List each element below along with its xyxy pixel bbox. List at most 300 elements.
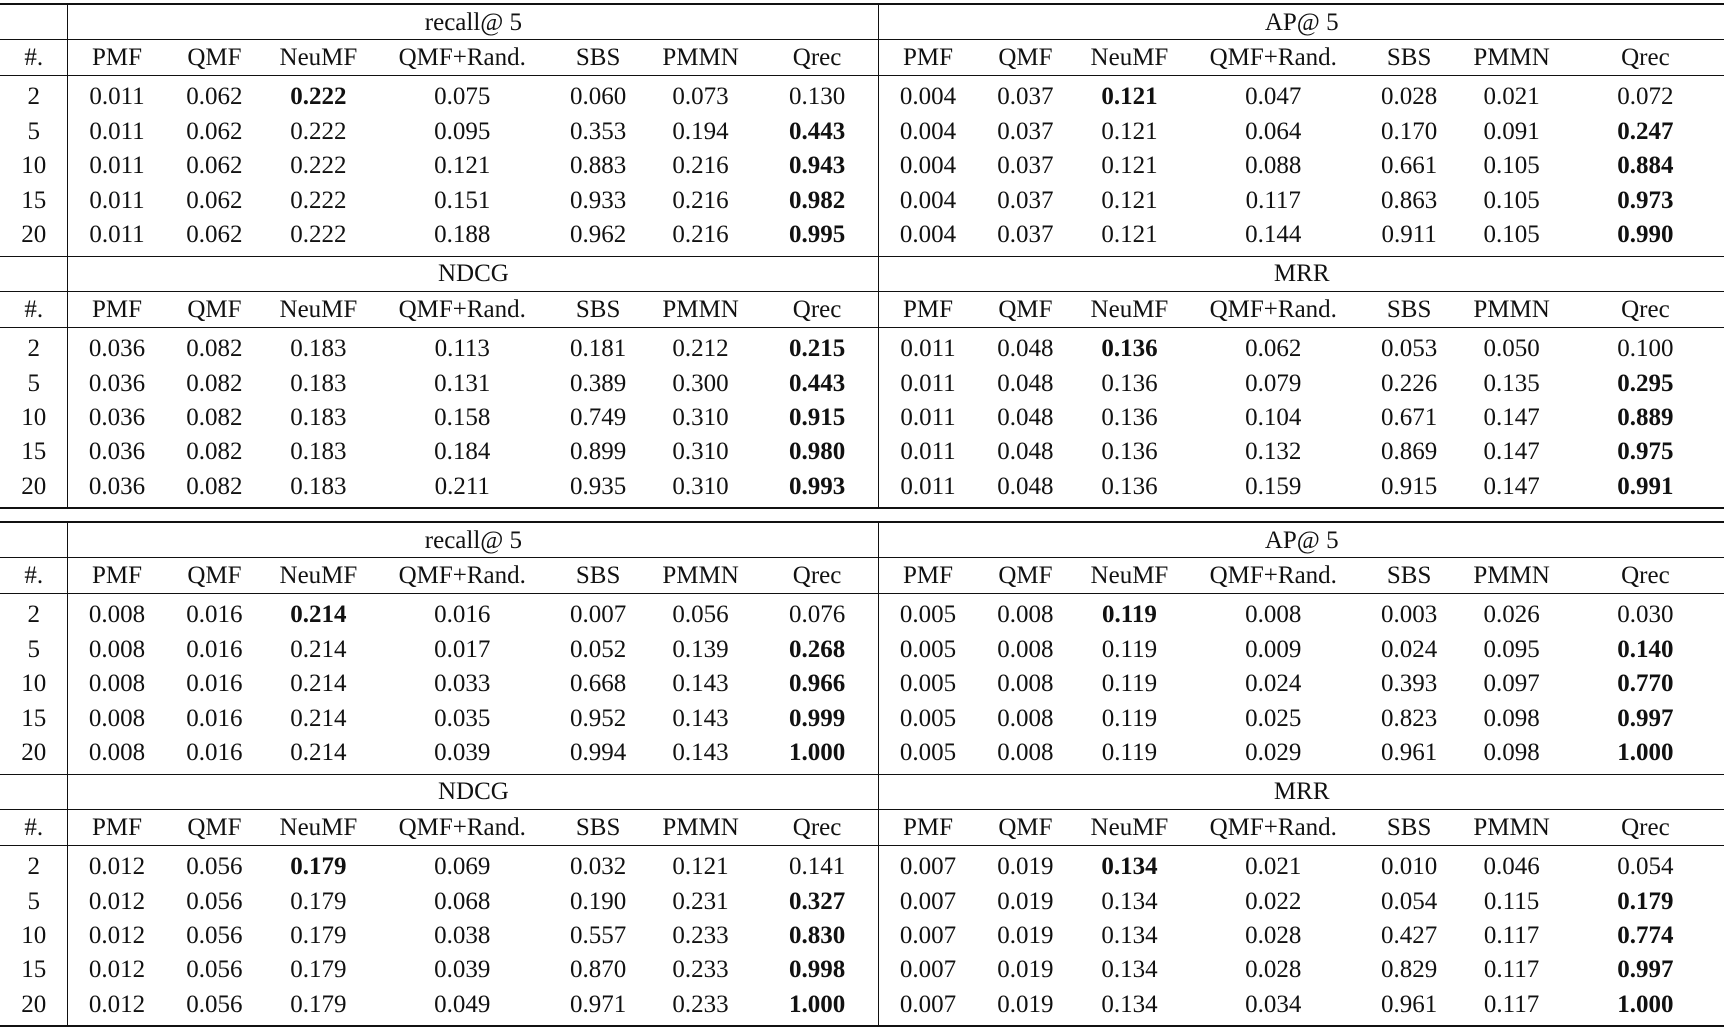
- column-header: Qrec: [1567, 40, 1724, 75]
- table-cell: 0.082: [186, 438, 243, 466]
- table-cell: 0.046: [1483, 853, 1540, 881]
- table-cell: 0.134: [1101, 956, 1158, 984]
- table-cell: 0.998: [756, 953, 879, 987]
- column-header: PMF: [68, 292, 166, 327]
- table-cell: 0.935: [551, 469, 645, 508]
- column-header: PMMN: [645, 292, 755, 327]
- table-row: [0, 114, 1724, 148]
- table-cell: 0.829: [1381, 956, 1438, 984]
- table-cell: 0.214: [290, 739, 347, 767]
- table-cell: 0.188: [434, 221, 491, 249]
- table-cell: 0.011: [89, 152, 145, 180]
- column-header-row: [0, 558, 1724, 593]
- table-cell: 0.952: [570, 704, 627, 732]
- table-cell: 0.353: [570, 117, 627, 145]
- metric-group-label: AP@ 5: [879, 4, 1724, 40]
- table-cell: 0.222: [290, 221, 347, 249]
- table-cell: 0.216: [672, 221, 729, 249]
- table-cell: 0.012: [88, 921, 146, 949]
- table-cell: 0.073: [672, 83, 729, 111]
- table-cell: 0.214: [290, 601, 347, 629]
- column-header: QMF: [977, 292, 1075, 327]
- table-cell: 0.443: [756, 366, 879, 400]
- table-cell: 0.076: [756, 593, 879, 632]
- table-cell: 0.056: [186, 887, 243, 915]
- column-header: PMMN: [645, 810, 755, 845]
- table-cell: 0.233: [672, 956, 729, 984]
- row-label-k: 5: [0, 632, 68, 666]
- table-cell: 0.179: [290, 956, 347, 984]
- table-cell: 0.011: [900, 438, 956, 466]
- table-cell: 0.222: [290, 117, 347, 145]
- table-cell: 0.427: [1381, 921, 1438, 949]
- table-cell: 0.671: [1381, 403, 1438, 431]
- table-row: [0, 366, 1724, 400]
- table-cell: 0.016: [434, 601, 491, 629]
- metric-group-label: MRR: [879, 256, 1724, 291]
- table-cell: 0.214: [290, 670, 347, 698]
- table-cell: 0.011: [900, 403, 956, 431]
- metric-group-label: NDCG: [68, 774, 879, 809]
- table-cell: 0.007: [899, 921, 957, 949]
- table-cell: 0.012: [68, 987, 166, 1026]
- table-cell: 0.032: [570, 853, 627, 881]
- table-cell: 0.008: [997, 635, 1054, 663]
- table-cell: 0.997: [1617, 956, 1674, 984]
- table-cell: 0.068: [434, 887, 491, 915]
- column-header: QMF+Rand.: [374, 292, 551, 327]
- column-header: Qrec: [756, 810, 879, 845]
- table-cell: 0.869: [1381, 438, 1438, 466]
- table-cell: 0.136: [1101, 403, 1158, 431]
- table-cell: 0.052: [570, 635, 627, 663]
- row-label-k: 10: [0, 400, 68, 434]
- table-row: [0, 327, 1724, 366]
- table-cell: 0.008: [997, 704, 1054, 732]
- table-cell: 0.117: [1456, 987, 1566, 1026]
- table-cell: 0.214: [290, 704, 347, 732]
- table-cell: 0.830: [756, 918, 879, 952]
- table-cell: 0.037: [997, 186, 1054, 214]
- table-cell: 0.147: [1483, 403, 1540, 431]
- column-header: QMF+Rand.: [374, 810, 551, 845]
- table-cell: 0.143: [672, 670, 729, 698]
- column-header: Qrec: [756, 40, 879, 75]
- table-cell: 0.170: [1381, 117, 1438, 145]
- column-header: QMF: [166, 558, 264, 593]
- table-cell: 0.770: [1617, 670, 1674, 698]
- table-cell: 0.019: [997, 887, 1054, 915]
- table-cell: 0.179: [263, 987, 373, 1026]
- table-cell: 0.119: [1102, 601, 1157, 629]
- table-cell: 0.194: [672, 117, 729, 145]
- table-cell: 0.883: [570, 152, 627, 180]
- table-cell: 0.190: [570, 887, 627, 915]
- table-cell: 0.179: [290, 853, 347, 881]
- column-header: QMF: [166, 810, 264, 845]
- table-cell: 0.026: [1483, 601, 1540, 629]
- table-cell: 0.105: [1483, 186, 1540, 214]
- table-cell: 0.995: [756, 217, 879, 256]
- table-cell: 0.132: [1245, 438, 1302, 466]
- table-cell: 0.117: [1483, 921, 1540, 949]
- column-header: SBS: [1362, 558, 1456, 593]
- column-header: Qrec: [756, 292, 879, 327]
- table-cell: 0.039: [434, 739, 491, 767]
- table-cell: 0.056: [186, 956, 243, 984]
- column-header: PMMN: [645, 40, 755, 75]
- column-header: PMMN: [1456, 40, 1566, 75]
- column-header-row: [0, 292, 1724, 327]
- table-cell: 0.025: [1245, 704, 1302, 732]
- table-cell: 0.183: [290, 438, 347, 466]
- table-cell: 0.037: [997, 117, 1054, 145]
- table-cell: 0.007: [899, 887, 957, 915]
- column-header-row: [0, 810, 1724, 845]
- table-cell: 0.062: [186, 152, 243, 180]
- corner-cell: [0, 774, 68, 809]
- table-cell: 0.870: [570, 956, 627, 984]
- table-cell: 0.134: [1101, 887, 1158, 915]
- row-label-k: 2: [0, 845, 68, 884]
- table-cell: 0.011: [89, 221, 145, 249]
- table-cell: 0.389: [570, 369, 627, 397]
- table-cell: 0.990: [1617, 221, 1674, 249]
- table-cell: 0.121: [1101, 221, 1158, 249]
- table-cell: 0.136: [1101, 369, 1158, 397]
- column-header: QMF: [977, 558, 1075, 593]
- table-cell: 0.069: [434, 853, 491, 881]
- column-header: #.: [0, 558, 68, 593]
- table-cell: 0.064: [1245, 117, 1302, 145]
- column-header: #.: [0, 40, 68, 75]
- table-cell: 0.062: [186, 186, 243, 214]
- table-cell: 0.035: [434, 704, 491, 732]
- table-cell: 0.009: [1245, 635, 1302, 663]
- table-cell: 0.961: [1362, 987, 1456, 1026]
- column-header: PMMN: [1456, 558, 1566, 593]
- table-cell: 0.004: [899, 117, 957, 145]
- table-cell: 0.136: [1101, 335, 1158, 363]
- table-cell: 0.056: [186, 921, 243, 949]
- table-cell: 0.008: [88, 601, 146, 629]
- metric-group-label: recall@ 5: [68, 4, 879, 40]
- table-cell: 0.004: [899, 152, 957, 180]
- column-header: NeuMF: [263, 292, 373, 327]
- table-cell: 0.961: [1381, 739, 1438, 767]
- table-cell: 0.003: [1381, 601, 1438, 629]
- table-cell: 0.971: [551, 987, 645, 1026]
- table-cell: 0.749: [570, 403, 627, 431]
- table-cell: 0.021: [1245, 853, 1302, 881]
- table-cell: 0.007: [899, 853, 957, 881]
- table-cell: 0.226: [1381, 369, 1438, 397]
- table-cell: 0.327: [756, 884, 879, 918]
- table-row: [0, 845, 1724, 884]
- row-label-k: 20: [0, 735, 68, 774]
- table-cell: 0.011: [89, 117, 145, 145]
- table-cell: 0.056: [166, 987, 264, 1026]
- results-table-2: [0, 521, 1724, 1027]
- table-cell: 0.991: [1567, 469, 1724, 508]
- table-cell: 0.943: [756, 149, 879, 183]
- column-header: #.: [0, 292, 68, 327]
- table-cell: 0.008: [88, 635, 146, 663]
- table-cell: 0.216: [672, 186, 729, 214]
- column-header: NeuMF: [1074, 810, 1184, 845]
- table-cell: 0.030: [1617, 601, 1674, 629]
- table-cell: 0.863: [1381, 186, 1438, 214]
- column-header: SBS: [1362, 40, 1456, 75]
- table-cell: 0.134: [1101, 853, 1158, 881]
- table-cell: 0.007: [879, 987, 977, 1026]
- table-cell: 0.143: [672, 704, 729, 732]
- table-row: [0, 217, 1724, 256]
- table-cell: 0.233: [645, 987, 755, 1026]
- table-cell: 0.179: [1617, 887, 1674, 915]
- row-label-k: 15: [0, 953, 68, 987]
- column-header: QMF+Rand.: [1185, 292, 1362, 327]
- table-row: [0, 667, 1724, 701]
- table-cell: 0.231: [672, 887, 729, 915]
- table-cell: 0.247: [1617, 117, 1674, 145]
- table-cell: 0.915: [756, 400, 879, 434]
- table-cell: 0.119: [1101, 704, 1158, 732]
- table-cell: 0.141: [756, 845, 879, 884]
- table-cell: 0.121: [1101, 186, 1158, 214]
- corner-cell: [0, 256, 68, 291]
- table-row: [0, 400, 1724, 434]
- column-header: NeuMF: [1074, 292, 1184, 327]
- metric-group-label: MRR: [879, 774, 1724, 809]
- table-cell: 0.008: [88, 670, 146, 698]
- column-header: #.: [0, 810, 68, 845]
- table-cell: 0.082: [186, 335, 243, 363]
- table-cell: 0.147: [1483, 438, 1540, 466]
- column-header: NeuMF: [1074, 40, 1184, 75]
- table-cell: 0.008: [88, 704, 146, 732]
- table-cell: 0.050: [1483, 335, 1540, 363]
- table-cell: 0.075: [434, 83, 491, 111]
- table-cell: 0.008: [1245, 601, 1302, 629]
- metric-header-row: [0, 4, 1724, 40]
- table-cell: 0.121: [672, 853, 729, 881]
- row-label-k: 2: [0, 593, 68, 632]
- table-cell: 0.100: [1617, 335, 1674, 363]
- table-cell: 0.139: [672, 635, 729, 663]
- table-cell: 0.899: [570, 438, 627, 466]
- table-cell: 0.143: [672, 739, 729, 767]
- table-cell: 0.062: [1245, 335, 1302, 363]
- table-row: [0, 75, 1724, 114]
- column-header: Qrec: [756, 558, 879, 593]
- column-header-row: [0, 40, 1724, 75]
- table-cell: 0.966: [756, 667, 879, 701]
- table-cell: 0.668: [570, 670, 627, 698]
- table-cell: 0.019: [997, 853, 1054, 881]
- column-header: NeuMF: [263, 40, 373, 75]
- table-cell: 0.980: [756, 435, 879, 469]
- table-cell: 0.222: [290, 152, 347, 180]
- row-label-k: 10: [0, 918, 68, 952]
- table-cell: 0.915: [1362, 469, 1456, 508]
- column-header: Qrec: [1567, 292, 1724, 327]
- table-cell: 0.054: [1617, 853, 1674, 881]
- table-cell: 0.011: [900, 369, 956, 397]
- table-cell: 0.136: [1074, 469, 1184, 508]
- metric-group-label: recall@ 5: [68, 522, 879, 558]
- table-cell: 0.007: [570, 601, 627, 629]
- table-cell: 0.121: [434, 152, 491, 180]
- table-cell: 0.008: [997, 670, 1054, 698]
- table-cell: 0.183: [290, 335, 347, 363]
- table-cell: 0.079: [1245, 369, 1302, 397]
- table-cell: 0.117: [1483, 956, 1540, 984]
- table-cell: 0.021: [1483, 83, 1540, 111]
- column-header: SBS: [551, 810, 645, 845]
- table-row: [0, 183, 1724, 217]
- table-cell: 0.036: [88, 438, 146, 466]
- table-cell: 0.117: [1245, 186, 1301, 214]
- table-cell: 0.012: [88, 853, 146, 881]
- table-cell: 0.011: [89, 186, 145, 214]
- table-row: [0, 435, 1724, 469]
- table-cell: 0.008: [997, 739, 1054, 767]
- column-header: QMF+Rand.: [1185, 40, 1362, 75]
- table-cell: 0.121: [1101, 152, 1158, 180]
- table-cell: 0.036: [88, 335, 146, 363]
- table-cell: 0.131: [434, 369, 491, 397]
- table-cell: 0.823: [1381, 704, 1438, 732]
- table-cell: 0.310: [672, 438, 729, 466]
- row-label-k: 2: [0, 327, 68, 366]
- table-cell: 0.884: [1617, 152, 1674, 180]
- table-cell: 0.098: [1483, 704, 1540, 732]
- table-cell: 1.000: [1567, 987, 1724, 1026]
- table-cell: 0.056: [186, 853, 243, 881]
- table-row: [0, 149, 1724, 183]
- table-cell: 0.004: [899, 221, 957, 249]
- row-label-k: 5: [0, 884, 68, 918]
- row-label-k: 10: [0, 667, 68, 701]
- table-cell: 0.115: [1483, 887, 1540, 915]
- table-cell: 0.159: [1185, 469, 1362, 508]
- table-row: [0, 884, 1724, 918]
- column-header: PMF: [68, 810, 166, 845]
- column-header: QMF+Rand.: [1185, 810, 1362, 845]
- row-label-k: 15: [0, 435, 68, 469]
- table-cell: 0.144: [1245, 221, 1302, 249]
- column-header: QMF+Rand.: [374, 558, 551, 593]
- table-cell: 0.121: [1101, 117, 1158, 145]
- table-cell: 0.010: [1381, 853, 1438, 881]
- table-cell: 0.982: [756, 183, 879, 217]
- column-header: NeuMF: [1074, 558, 1184, 593]
- table-cell: 0.994: [570, 739, 627, 767]
- table-cell: 0.037: [997, 83, 1054, 111]
- table-cell: 0.097: [1483, 670, 1540, 698]
- table-cell: 0.179: [290, 887, 347, 915]
- table-cell: 0.119: [1101, 739, 1158, 767]
- table-cell: 0.060: [570, 83, 627, 111]
- table-cell: 0.140: [1617, 635, 1674, 663]
- metric-group-label: AP@ 5: [879, 522, 1724, 558]
- table-cell: 0.119: [1101, 635, 1158, 663]
- table-cell: 0.113: [434, 335, 490, 363]
- row-label-k: 15: [0, 183, 68, 217]
- table-cell: 0.037: [997, 221, 1054, 249]
- table-cell: 0.048: [997, 438, 1054, 466]
- table-cell: 0.008: [997, 601, 1054, 629]
- table-cell: 0.047: [1245, 83, 1302, 111]
- column-header: SBS: [551, 558, 645, 593]
- table-cell: 0.036: [88, 403, 146, 431]
- row-label-k: 5: [0, 114, 68, 148]
- row-label-k: 5: [0, 366, 68, 400]
- table-cell: 0.062: [186, 221, 243, 249]
- table-cell: 0.121: [1101, 83, 1158, 111]
- column-header: SBS: [1362, 292, 1456, 327]
- table-cell: 0.028: [1245, 956, 1302, 984]
- table-cell: 0.147: [1456, 469, 1566, 508]
- column-header: SBS: [1362, 810, 1456, 845]
- table-cell: 0.212: [672, 335, 729, 363]
- table-cell: 0.062: [186, 117, 243, 145]
- table-cell: 0.016: [186, 704, 243, 732]
- table-cell: 1.000: [756, 987, 879, 1026]
- table-cell: 0.019: [977, 987, 1075, 1026]
- table-cell: 0.134: [1101, 921, 1158, 949]
- metric-header-row: [0, 774, 1724, 809]
- column-header: QMF: [166, 292, 264, 327]
- column-header: PMMN: [1456, 810, 1566, 845]
- table-cell: 0.183: [290, 403, 347, 431]
- table-cell: 0.973: [1617, 186, 1674, 214]
- row-label-k: 15: [0, 701, 68, 735]
- table-cell: 0.019: [997, 921, 1054, 949]
- row-label-k: 10: [0, 149, 68, 183]
- column-header: PMF: [879, 558, 977, 593]
- table-cell: 0.889: [1617, 403, 1674, 431]
- table-cell: 0.222: [290, 186, 347, 214]
- table-cell: 0.095: [1483, 635, 1540, 663]
- table-row: [0, 632, 1724, 666]
- row-label-k: 2: [0, 75, 68, 114]
- column-header: QMF: [166, 40, 264, 75]
- corner-cell: [0, 522, 68, 558]
- column-header: QMF: [977, 40, 1075, 75]
- row-label-k: 20: [0, 217, 68, 256]
- table-cell: 0.024: [1245, 670, 1302, 698]
- table-cell: 0.184: [434, 438, 491, 466]
- table-cell: 0.008: [88, 739, 146, 767]
- table-cell: 0.012: [88, 956, 146, 984]
- table-cell: 0.011: [89, 83, 145, 111]
- table-row: [0, 701, 1724, 735]
- table-cell: 0.997: [1617, 704, 1674, 732]
- table-cell: 0.095: [434, 117, 491, 145]
- table-cell: 0.005: [899, 635, 957, 663]
- table-cell: 0.774: [1617, 921, 1674, 949]
- table-cell: 0.962: [570, 221, 627, 249]
- table-cell: 0.105: [1483, 152, 1540, 180]
- table-cell: 0.028: [1245, 921, 1302, 949]
- column-header: QMF+Rand.: [1185, 558, 1362, 593]
- table-cell: 0.053: [1381, 335, 1438, 363]
- table-cell: 0.136: [1101, 438, 1158, 466]
- table-cell: 0.004: [899, 186, 957, 214]
- table-cell: 0.158: [434, 403, 491, 431]
